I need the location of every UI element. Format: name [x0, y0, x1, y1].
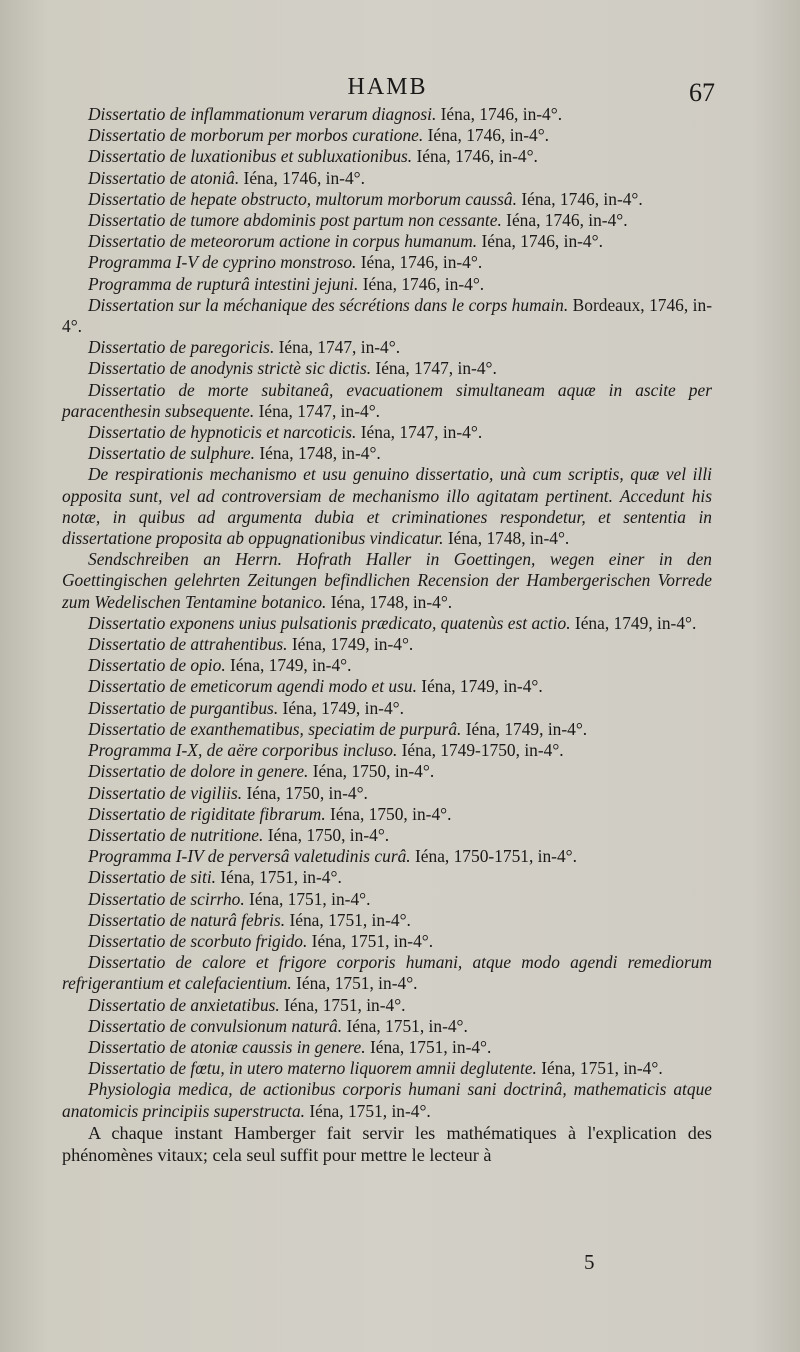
entry-title: Dissertatio de naturâ febris. [88, 909, 286, 930]
entry-imprint: Iéna, 1747, in-4°. [274, 337, 401, 358]
entry-imprint: Iéna, 1746, in-4°. [412, 146, 538, 167]
bibliography-entry [62, 189, 712, 210]
entry-title: Dissertatio de hypnoticis et narcoticis. [88, 422, 357, 443]
entry-title: Dissertatio de inflammationum verarum diagnosi. [88, 104, 437, 124]
bibliography-entry [62, 1037, 712, 1058]
entry-imprint: Iéna, 1749, in-4°. [278, 697, 404, 718]
bibliography-entry [62, 168, 712, 189]
entry-title: Dissertatio exponens unius pulsationis prædicato, quatenùs est actio. [88, 612, 571, 633]
entry-imprint: Iéna, 1747, in-4°. [356, 422, 483, 443]
entry-title: Dissertatio de hepate obstructo, multorum morborum caussâ. [88, 188, 517, 209]
entry-title: Dissertatio de tumore abdominis post partum non cessante. [88, 210, 502, 231]
entry-title: Dissertatio de fœtu, in utero materno liquorem amnii deglutente. [88, 1058, 537, 1079]
entry-imprint: Iéna, 1751, in-4°. [216, 867, 342, 888]
bibliography-entry [62, 634, 712, 655]
bibliography-entry [62, 104, 712, 125]
entry-imprint: Iéna, 1749, in-4°. [225, 655, 352, 676]
bibliography-entry [62, 719, 712, 740]
entry-title: Dissertatio de luxationibus et subluxationibus. [88, 146, 413, 167]
bibliography-entry [62, 464, 712, 549]
entry-title: Dissertatio de dolore in genere. [88, 761, 309, 782]
entry-title: Programma I-V de cyprino monstroso. [88, 252, 357, 273]
entry-title: Programma I-IV de perversâ valetudinis curâ. [88, 846, 411, 867]
bibliography-entry [62, 443, 712, 464]
entry-imprint: Iéna, 1751, in-4°. [244, 888, 371, 909]
bibliography-entry [62, 931, 712, 952]
bibliography-entry [62, 210, 712, 231]
entry-imprint: Iéna, 1746, in-4°. [239, 167, 365, 188]
entry-title: De respirationis mechanismo et usu genuino dissertatio, unà cum scriptis, quæ vel illi opposita sunt, vel ad controversiam de mechanismo illo agitatam pertinent. Accedunt his notæ, in quibus ad argumenta dubia et criminationes respondetur, et sententia in dissertatione proposita ab oppugnationibus vindicatur. [62, 464, 712, 549]
page-header [60, 74, 715, 108]
entry-imprint: Iéna, 1747, in-4°. [371, 358, 497, 379]
entry-imprint: Iéna, 1746, in-4°. [358, 273, 485, 294]
entry-imprint: Iéna, 1751, in-4°. [342, 1015, 468, 1036]
bibliography-entry [62, 358, 712, 379]
entry-imprint: Iéna, 1751, in-4°. [285, 909, 411, 930]
entry-imprint: Iéna, 1750-1751, in-4°. [410, 846, 577, 867]
bibliography-entry [62, 380, 712, 422]
bibliography-entry [62, 295, 712, 337]
entry-title: Dissertatio de rigiditate fibrarum. [88, 803, 326, 824]
bibliography-entry [62, 783, 712, 804]
entry-imprint: Iéna, 1750, in-4°. [263, 824, 390, 845]
bibliography-entry [62, 231, 712, 252]
entry-imprint: Iéna, 1750, in-4°. [325, 803, 452, 824]
bibliography-entry [62, 1016, 712, 1037]
bibliography-entry [62, 146, 712, 167]
entry-title: Dissertatio de scorbuto frigido. [88, 930, 308, 951]
entry-title: Dissertatio de siti. [88, 867, 217, 888]
bibliography-entry [62, 952, 712, 994]
entry-title: Dissertatio de atoniâ. [88, 167, 240, 188]
bibliography-entry [62, 252, 712, 273]
entry-imprint: Bordeaux, 1746, in-4°. [62, 294, 712, 337]
bibliography-entry [62, 825, 712, 846]
entry-title: Dissertatio de paregoricis. [88, 337, 275, 358]
signature-mark: 5 [584, 1250, 595, 1274]
entry-imprint: Iéna, 1750, in-4°. [242, 782, 368, 803]
page-number: 67 [689, 78, 715, 107]
entry-title: Dissertatio de atoniæ caussis in genere. [88, 1036, 366, 1057]
entry-imprint: Iéna, 1747, in-4°. [254, 400, 380, 421]
bibliography-entry [62, 889, 712, 910]
entry-imprint: Iéna, 1748, in-4°. [443, 528, 570, 549]
entry-title: Dissertatio de nutritione. [88, 824, 264, 845]
entry-imprint: Iéna, 1749-1750, in-4°. [397, 740, 564, 761]
entry-title: Dissertatio de attrahentibus. [88, 634, 288, 655]
bibliography-entry [62, 337, 712, 358]
bibliography-entry [62, 549, 712, 613]
bibliography-entry [62, 125, 712, 146]
entry-title: Dissertatio de emeticorum agendi modo et usu. [88, 676, 417, 697]
entry-title: Dissertatio de scirrho. [88, 888, 245, 909]
entry-imprint: Iéna, 1746, in-4°. [436, 104, 563, 124]
entry-imprint: Iéna, 1749, in-4°. [570, 612, 697, 633]
entry-imprint: Iéna, 1748, in-4°. [326, 591, 453, 612]
entry-title: Dissertatio de exanthematibus, speciatim de purpurâ. [88, 718, 462, 739]
entry-imprint: Iéna, 1751, in-4°. [305, 1100, 431, 1121]
entry-title: Physiologia medica, de actionibus corporis humani sani doctrinâ, mathematicis atque anatomicis principiis superstructa. [62, 1079, 712, 1121]
bibliography-entry [62, 676, 712, 697]
entry-title: Dissertatio de vigiliis. [88, 782, 243, 803]
entry-imprint: Iéna, 1751, in-4°. [307, 930, 434, 951]
entry-imprint: Iéna, 1746, in-4°. [356, 252, 483, 273]
entry-title: Dissertatio de morborum per morbos curatione. [88, 125, 424, 146]
running-head: HAMB [347, 74, 428, 100]
entry-title: Dissertatio de anxietatibus. [88, 994, 280, 1015]
entry-title: Dissertatio de meteororum actione in corpus humanum. [88, 231, 478, 252]
bibliography-entry [62, 274, 712, 295]
entry-imprint: Iéna, 1750, in-4°. [308, 761, 435, 782]
entry-imprint: Iéna, 1751, in-4°. [365, 1036, 492, 1057]
entry-imprint: Iéna, 1749, in-4°. [287, 634, 414, 655]
closing-paragraph: A chaque instant Hamberger fait servir les mathématiques à l'explication des phénomènes vitaux; cela seul suffit pour mettre le lecteur à [62, 1122, 712, 1165]
bibliography-entry [62, 698, 712, 719]
entry-title: Dissertatio de sulphure. [88, 443, 255, 464]
bibliography-entry [62, 995, 712, 1016]
entry-title: Dissertatio de calore et frigore corporis humani, atque modo agendi remediorum refrigerantium et calefacientium. [62, 952, 712, 994]
bibliography-entry [62, 1079, 712, 1121]
entry-imprint: Iéna, 1746, in-4°. [501, 210, 628, 231]
entry-title: Dissertatio de morte subitaneâ, evacuationem simultaneam aquæ in ascite per paracenthesin subsequente. [62, 379, 712, 421]
entry-imprint: Iéna, 1749, in-4°. [461, 718, 588, 739]
bibliography-entry [62, 761, 712, 782]
bibliography-list [62, 104, 712, 1166]
bibliography-entry [62, 422, 712, 443]
entry-imprint: Iéna, 1746, in-4°. [477, 231, 603, 252]
entry-title: Programma de rupturâ intestini jejuni. [88, 273, 359, 294]
entry-imprint: Iéna, 1751, in-4°. [536, 1058, 663, 1079]
entry-imprint: Iéna, 1751, in-4°. [291, 973, 418, 994]
entry-title: Programma I-X, de aëre corporibus incluso. [88, 740, 398, 761]
entry-title: Dissertation sur la méchanique des sécrétions dans le corps humain. [88, 294, 569, 315]
bibliography-entry [62, 1058, 712, 1079]
bibliography-entry [62, 910, 712, 931]
entry-title: Sendschreiben an Herrn. Hofrath Haller in Goettingen, wegen einer in den Goettingischen gelehrten Zeitungen befindlichen Recension der Hambergerischen Vorrede zum Wedelischen Tentamine botanico. [62, 549, 712, 612]
bibliography-entry [62, 740, 712, 761]
entry-imprint: Iéna, 1748, in-4°. [254, 443, 381, 464]
bibliography-entry [62, 613, 712, 634]
entry-title: Dissertatio de purgantibus. [88, 697, 279, 718]
entry-imprint: Iéna, 1746, in-4°. [516, 188, 643, 209]
entry-imprint: Iéna, 1749, in-4°. [416, 676, 543, 697]
bibliography-entry [62, 804, 712, 825]
entry-title: Dissertatio de convulsionum naturâ. [88, 1015, 343, 1036]
bibliography-entry [62, 846, 712, 867]
bibliography-entry [62, 867, 712, 888]
entry-imprint: Iéna, 1746, in-4°. [423, 125, 550, 146]
bibliography-entry [62, 655, 712, 676]
entry-imprint: Iéna, 1751, in-4°. [279, 994, 406, 1015]
entry-title: Dissertatio de anodynis strictè sic dictis. [88, 358, 372, 379]
entry-title: Dissertatio de opio. [88, 655, 226, 676]
